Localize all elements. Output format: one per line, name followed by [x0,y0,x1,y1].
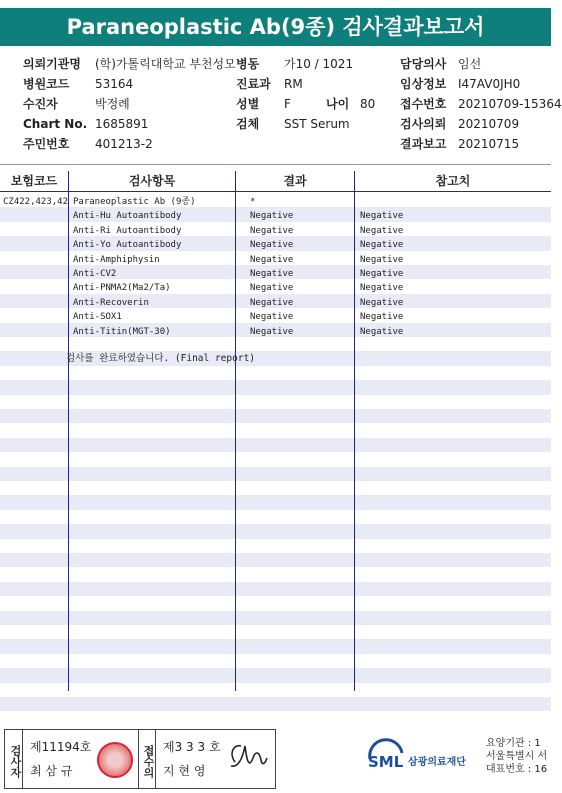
cell-result: Negative [250,269,294,279]
row-stripe [0,596,551,610]
row-stripe [0,337,551,351]
row-stripe [0,395,551,409]
cell-item: Anti-PNMA2(Ma2/Ta) [73,283,171,294]
row-stripe [0,654,551,668]
id-label: 주민번호 [23,137,70,151]
report-label: 결과보고 [400,137,447,151]
patient-value: 박정례 [95,97,130,111]
report-value: 20210715 [458,137,520,151]
cell-item: Paraneoplastic Ab (9종) [73,197,196,207]
hospcode-label: 병원코드 [23,77,70,91]
sml-abbr: SML [368,753,404,771]
receiver-name: 지 현 영 [163,764,206,778]
receiver-label: 접수의 [138,730,156,788]
report-footer [0,725,551,793]
cell-ref: Negative [360,297,404,308]
org-contact-line1: 요양기관 : 1 [486,738,541,749]
institution-label: 의뢰기관명 [23,57,81,71]
ward-value: 가10 / 1021 [284,57,354,71]
cell-item: Anti-Titin(MGT-30) [73,326,171,337]
doctor-value: 임선 [458,57,482,71]
row-stripe [0,495,551,509]
cell-item: Anti-Yo Autoantibody [73,240,182,251]
row-stripe [0,611,551,625]
col-header-ref: 참고치 [435,174,471,188]
row-stripe [0,625,551,639]
cell-code: CZ422,423,42 [3,197,69,207]
clinical-value: I47AV0JH0 [458,77,521,91]
header-rule [0,191,551,192]
row-stripe [0,510,551,524]
id-value: 401213-2 [95,137,153,151]
col-divider [68,171,69,691]
signature-box [4,729,276,789]
doctor-label: 담당의사 [400,57,447,71]
specimen-label: 검체 [236,117,260,131]
dept-value: RM [284,77,303,91]
cell-item: Anti-Ri Autoantibody [73,225,182,236]
org-contact-line3: 대표번호 : 16 [486,764,548,775]
chart-label: Chart No. [23,117,88,131]
row-stripe [0,438,551,452]
row-stripe [0,697,551,711]
cell-item: Anti-Amphiphysin [73,254,160,265]
cell-result: Negative [250,326,294,337]
receipt-label: 접수번호 [400,97,447,111]
row-stripe [0,366,551,380]
cell-item: Anti-SOX1 [73,312,122,323]
request-value: 20210709 [458,117,520,131]
clinical-label: 임상정보 [400,77,447,91]
cell-ref: Negative [360,283,404,294]
cell-item: Anti-CV2 [73,269,117,279]
results-table [0,171,551,721]
row-stripe [0,467,551,481]
cell-ref: Negative [360,240,404,251]
org-name: 삼광의료재단 [408,757,466,768]
row-stripe [0,683,551,697]
row-stripe [0,524,551,538]
org-contact [486,737,547,776]
row-stripe [0,452,551,466]
row-stripe [0,668,551,682]
row-stripe [0,380,551,394]
cell-result: * [250,197,256,207]
row-stripe [0,423,551,437]
receipt-value: 20210709-15364 [458,97,562,111]
sex-value: F [284,97,291,111]
seal-stamp [97,742,133,778]
cell-ref: Negative [360,269,404,279]
row-stripe [0,639,551,653]
hospcode-value: 53164 [95,77,134,91]
row-stripe [0,553,551,567]
report-title: Paraneoplastic Ab(9종) 검사결과보고서 [0,8,551,46]
row-stripe [0,481,551,495]
cell-ref: Negative [360,225,404,236]
cell-ref: Negative [360,211,404,222]
row-stripe [0,539,551,553]
request-label: 검사의뢰 [400,117,447,131]
sml-logo-icon [366,739,406,771]
cell-result: Negative [250,254,294,265]
col-header-item: 검사항목 [128,174,176,188]
cell-ref: Negative [360,254,404,265]
sml-logo [366,739,466,775]
row-stripe [0,409,551,423]
ward-label: 병동 [236,57,260,71]
cell-result: Negative [250,240,294,251]
row-stripe [0,567,551,581]
cell-result: Negative [250,283,294,294]
col-divider [354,171,355,691]
final-report-note: 검사를 완료하였습니다. (Final report) [66,353,256,364]
org-contact-line2: 서울특별시 서 [486,751,548,762]
col-header-code: 보험코드 [10,174,58,188]
col-divider [235,171,236,691]
cell-result: Negative [250,225,294,236]
cell-result: Negative [250,312,294,323]
specimen-value: SST Serum [284,117,350,131]
age-label: 나이 [326,97,350,111]
receiver-license: 제3 3 3 호 [163,740,221,754]
cell-result: Negative [250,297,294,308]
patient-label: 수진자 [23,97,58,111]
row-stripe [0,582,551,596]
tester-license: 제11194호 [30,740,92,754]
cell-ref: Negative [360,312,404,323]
signature-icon [225,738,269,776]
sex-label: 성별 [236,97,260,111]
cell-result: Negative [250,211,294,222]
institution-value: (학)가톨릭대학교 부천성모 [95,57,236,71]
header-divider [0,164,551,165]
cell-item: Anti-Recoverin [73,297,149,308]
cell-item: Anti-Hu Autoantibody [73,211,182,222]
chart-value: 1685891 [95,117,149,131]
col-header-result: 결과 [283,174,307,188]
age-value: 80 [360,97,376,111]
tester-label: 검사자 [5,730,23,788]
cell-ref: Negative [360,326,404,337]
dept-label: 진료과 [236,77,271,91]
tester-name: 최 삼 규 [30,764,73,778]
